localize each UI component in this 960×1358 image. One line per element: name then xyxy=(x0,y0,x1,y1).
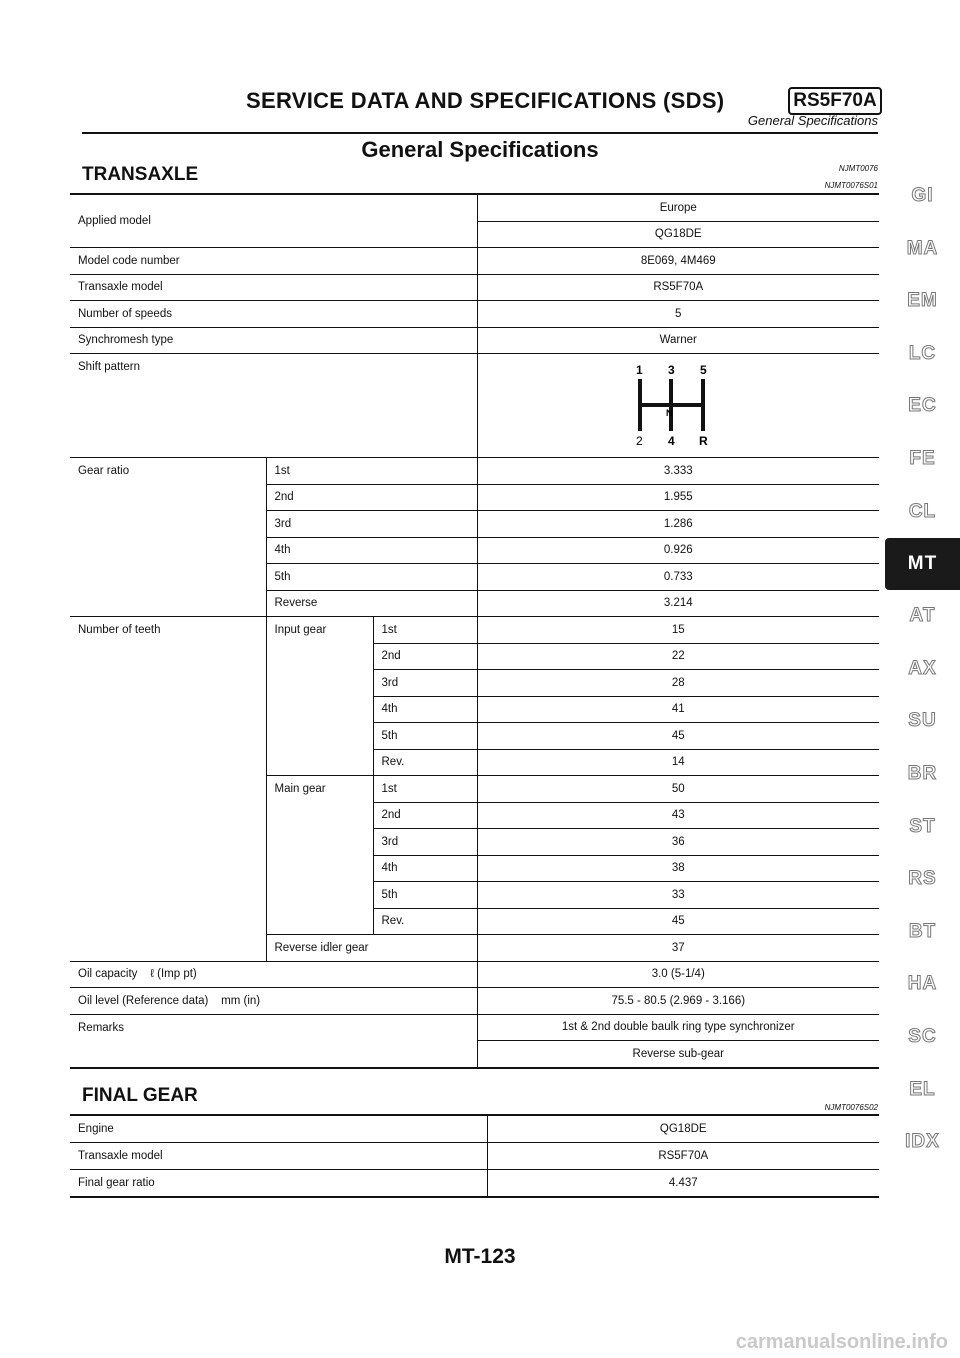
oil-level-label: Oil level (Reference data) mm (in) xyxy=(70,988,477,1015)
tab-at[interactable]: AT xyxy=(909,605,936,627)
main-gear-gear: 3rd xyxy=(373,829,477,856)
shift-gate-neutral-line xyxy=(638,403,705,407)
main-gear-value: 33 xyxy=(477,882,879,909)
tab-idx[interactable]: IDX xyxy=(905,1131,940,1153)
gear-ratio-value: 0.926 xyxy=(477,537,879,564)
side-tab-index xyxy=(885,170,960,1169)
applied-model-engine: QG18DE xyxy=(477,221,879,248)
section-title: General Specifications xyxy=(361,137,599,162)
tab-el[interactable]: EL xyxy=(909,1078,936,1100)
gear-ratio-value: 0.733 xyxy=(477,564,879,591)
input-gear-value: 14 xyxy=(477,749,879,776)
table-row xyxy=(70,1014,879,1041)
row-value: RS5F70A xyxy=(487,1143,879,1170)
row-value: RS5F70A xyxy=(477,274,879,301)
main-gear-gear: Rev. xyxy=(373,908,477,935)
shift-pattern-gear-r: R xyxy=(699,433,708,448)
main-gear-value: 45 xyxy=(477,908,879,935)
tab-lc[interactable]: LC xyxy=(908,342,937,364)
watermark: carmanualsonline.info xyxy=(735,1331,948,1353)
gear-ratio-gear: Reverse xyxy=(266,590,477,617)
gear-ratio-gear: 3rd xyxy=(266,511,477,538)
tab-em[interactable]: EM xyxy=(907,290,938,312)
header-subtitle: General Specifications xyxy=(747,113,878,128)
model-badge: RS5F70A xyxy=(788,87,882,115)
page-header-title: SERVICE DATA AND SPECIFICATIONS (SDS) xyxy=(246,88,725,113)
section-code: NJMT0076 xyxy=(838,164,878,173)
tab-ax[interactable]: AX xyxy=(908,657,937,679)
table-row xyxy=(70,354,879,458)
row-label: Model code number xyxy=(70,248,477,275)
tab-cl[interactable]: CL xyxy=(908,500,937,522)
header-rule xyxy=(82,132,878,134)
reverse-idler-value: 37 xyxy=(477,935,879,962)
remarks-label: Remarks xyxy=(70,1014,477,1068)
final-gear-heading: FINAL GEAR xyxy=(82,1085,198,1106)
row-value: 5 xyxy=(477,301,879,328)
oil-capacity-text: Oil capacity xyxy=(78,968,138,981)
shift-pattern-gear-4: 4 xyxy=(668,433,675,448)
gear-ratio-gear: 4th xyxy=(266,537,477,564)
input-gear-value: 22 xyxy=(477,643,879,670)
tab-sc[interactable]: SC xyxy=(908,1025,937,1047)
tab-br[interactable]: BR xyxy=(907,762,938,784)
row-value: 4.437 xyxy=(487,1170,879,1198)
transaxle-code: NJMT0076S01 xyxy=(824,181,878,190)
tab-ma[interactable]: MA xyxy=(906,237,939,259)
teeth-label: Number of teeth xyxy=(70,617,266,962)
transaxle-heading: TRANSAXLE xyxy=(82,164,199,185)
row-value: Warner xyxy=(477,327,879,354)
main-gear-value: 38 xyxy=(477,855,879,882)
main-gear-gear: 5th xyxy=(373,882,477,909)
tab-su[interactable]: SU xyxy=(908,710,937,732)
input-gear-value: 15 xyxy=(477,617,879,644)
table-row xyxy=(70,1143,879,1170)
shift-pattern-gear-2: 2 xyxy=(636,433,643,448)
table-row xyxy=(70,248,879,275)
main-gear-gear: 2nd xyxy=(373,802,477,829)
table-row xyxy=(70,1170,879,1198)
transaxle-table xyxy=(70,193,879,1069)
final-gear-code: NJMT0076S02 xyxy=(824,1103,878,1112)
table-row xyxy=(70,274,879,301)
input-gear-value: 45 xyxy=(477,723,879,750)
table-row xyxy=(70,301,879,328)
table-row xyxy=(70,617,879,644)
page-number: MT-123 xyxy=(444,1245,516,1268)
oil-capacity-unit: ℓ (Imp pt) xyxy=(150,968,197,981)
shift-pattern-label: Shift pattern xyxy=(70,354,477,458)
gear-ratio-value: 3.333 xyxy=(477,458,879,485)
tab-mt[interactable]: MT xyxy=(885,538,960,590)
tab-st[interactable]: ST xyxy=(909,815,936,837)
main-gear-gear: 1st xyxy=(373,776,477,803)
row-value: 8E069, 4M469 xyxy=(477,248,879,275)
remarks-value: Reverse sub-gear xyxy=(477,1041,879,1068)
tab-ec[interactable]: EC xyxy=(908,395,937,417)
input-gear-gear: 1st xyxy=(373,617,477,644)
shift-pattern-neutral: N xyxy=(666,407,673,418)
row-label: Engine xyxy=(70,1115,487,1143)
main-gear-value: 36 xyxy=(477,829,879,856)
gear-ratio-gear: 5th xyxy=(266,564,477,591)
shift-pattern-gear-3: 3 xyxy=(668,362,675,377)
input-gear-label: Input gear xyxy=(266,617,373,776)
table-row xyxy=(70,458,879,485)
applied-model-region: Europe xyxy=(477,194,879,221)
tab-rs[interactable]: RS xyxy=(908,868,937,890)
table-row xyxy=(70,327,879,354)
applied-model-label: Applied model xyxy=(70,194,477,248)
shift-pattern-gear-1: 1 xyxy=(636,362,643,377)
tab-ha[interactable]: HA xyxy=(907,973,938,995)
table-row xyxy=(70,194,879,221)
input-gear-value: 41 xyxy=(477,696,879,723)
tab-bt[interactable]: BT xyxy=(908,920,937,942)
input-gear-gear: 5th xyxy=(373,723,477,750)
input-gear-gear: 2nd xyxy=(373,643,477,670)
oil-level-value: 75.5 - 80.5 (2.969 - 3.166) xyxy=(477,988,879,1015)
main-gear-label: Main gear xyxy=(266,776,373,935)
input-gear-gear: Rev. xyxy=(373,749,477,776)
tab-fe[interactable]: FE xyxy=(909,447,936,469)
row-value: QG18DE xyxy=(487,1115,879,1143)
row-label: Number of speeds xyxy=(70,301,477,328)
row-label: Final gear ratio xyxy=(70,1170,487,1198)
table-row xyxy=(70,961,879,988)
input-gear-gear: 4th xyxy=(373,696,477,723)
row-label: Synchromesh type xyxy=(70,327,477,354)
input-gear-value: 28 xyxy=(477,670,879,697)
row-label: Transaxle model xyxy=(70,274,477,301)
main-gear-value: 43 xyxy=(477,802,879,829)
table-row xyxy=(70,988,879,1015)
remarks-value: 1st & 2nd double baulk ring type synchronizer xyxy=(477,1014,879,1041)
final-gear-table xyxy=(70,1114,879,1198)
gear-ratio-label: Gear ratio xyxy=(70,458,266,617)
reverse-idler-label: Reverse idler gear xyxy=(266,935,477,962)
gear-ratio-value: 3.214 xyxy=(477,590,879,617)
oil-capacity-value: 3.0 (5-1/4) xyxy=(477,961,879,988)
gear-ratio-gear: 2nd xyxy=(266,484,477,511)
tab-gi[interactable]: GI xyxy=(911,185,934,206)
gear-ratio-gear: 1st xyxy=(266,458,477,485)
row-label: Transaxle model xyxy=(70,1143,487,1170)
table-row xyxy=(70,1115,879,1143)
gear-ratio-value: 1.286 xyxy=(477,511,879,538)
shift-pattern-diagram xyxy=(628,361,728,451)
gear-ratio-value: 1.955 xyxy=(477,484,879,511)
main-gear-value: 50 xyxy=(477,776,879,803)
oil-capacity-label xyxy=(70,961,477,988)
input-gear-gear: 3rd xyxy=(373,670,477,697)
main-gear-gear: 4th xyxy=(373,855,477,882)
shift-pattern-gear-5: 5 xyxy=(700,362,707,377)
